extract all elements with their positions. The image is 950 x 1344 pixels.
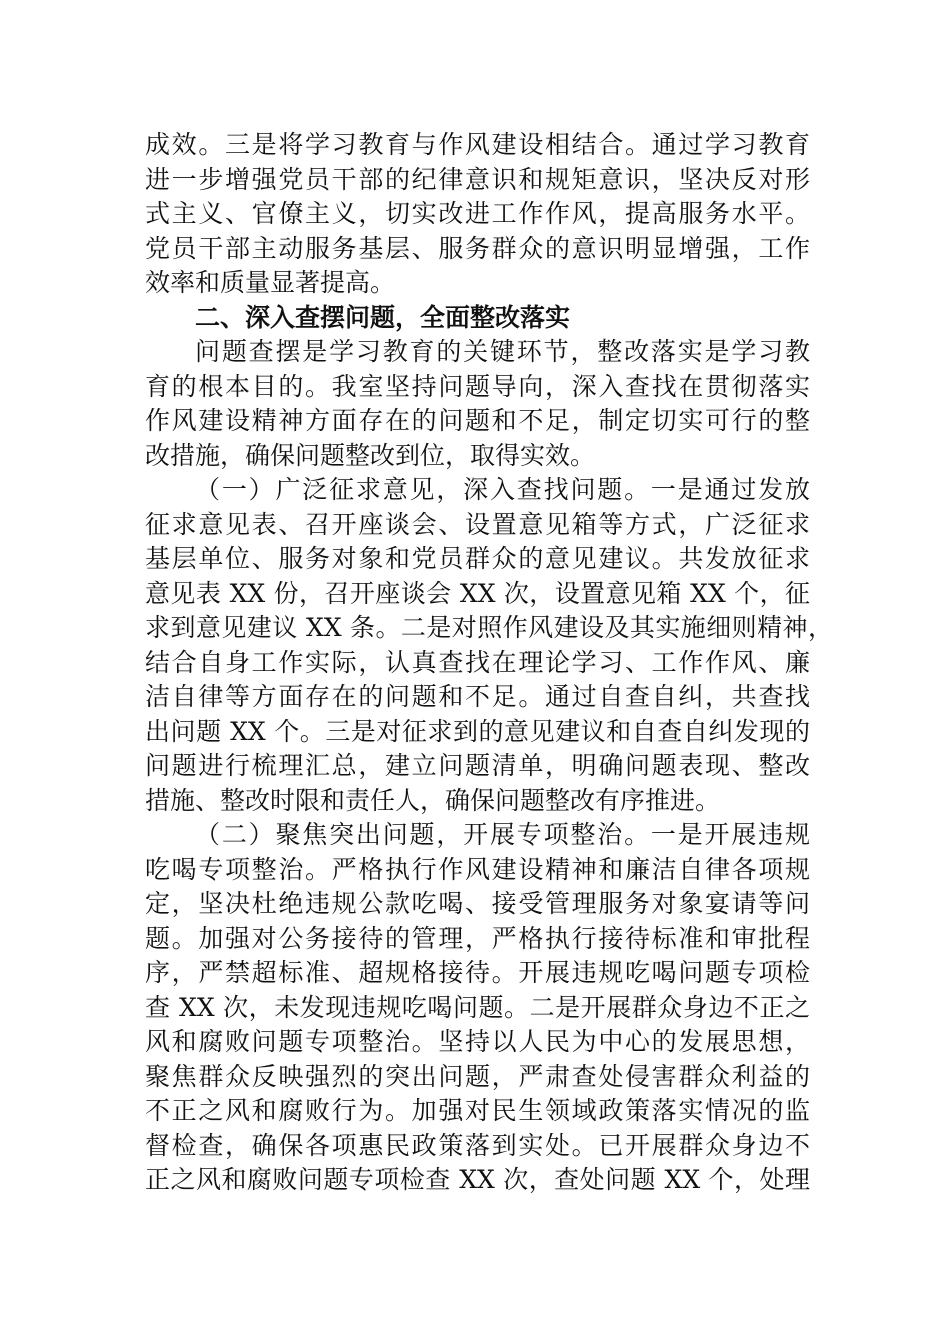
text-line: 督检查，确保各项惠民政策落到实处。已开展群众身边不	[145, 1130, 810, 1160]
text-line: 成效。三是将学习教育与作风建设相结合。通过学习教育	[145, 130, 810, 159]
text-line: 定，坚决杜绝违规公款吃喝、接受管理服务对象宴请等问	[145, 889, 810, 918]
text-line: 改措施，确保问题整改到位，取得实效。	[145, 440, 596, 470]
text-line: 作风建设精神方面存在的问题和不足，制定切实可行的整	[145, 406, 810, 435]
text-line: 党员干部主动服务基层、服务群众的意识明显增强，工作	[145, 233, 810, 263]
text-line: 出问题 XX 个。三是对征求到的意见建议和自查自纠发现的	[145, 716, 810, 746]
text-line: 风和腐败问题专项整治。坚持以人民为中心的发展思想，	[145, 1027, 810, 1056]
subsection-line: （二）聚焦突出问题，开展专项整治。一是开展违规	[195, 820, 810, 849]
text-line: 问题进行梳理汇总，建立问题清单，明确问题表现、整改	[145, 751, 810, 780]
text-line: 吃喝专项整治。严格执行作风建设精神和廉洁自律各项规	[145, 854, 810, 884]
text-line: 序，严禁超标准、超规格接待。开展违规吃喝问题专项检	[145, 958, 810, 987]
text-line: 洁自律等方面存在的问题和不足。通过自查自纠，共查找	[145, 682, 810, 711]
text-line: 效率和质量显著提高。	[145, 268, 396, 297]
text-line: 征求意见表、召开座谈会、设置意见箱等方式，广泛征求	[145, 509, 810, 539]
text-line: 结合自身工作实际，认真查找在理论学习、工作作风、廉	[145, 647, 810, 677]
text-line: 题。加强对公务接待的管理，严格执行接待标准和审批程	[145, 923, 810, 953]
text-line: 措施、整改时限和责任人，确保问题整改有序推进。	[145, 785, 721, 815]
text-line: 聚焦群众反映强烈的突出问题，严肃查处侵害群众利益的	[145, 1061, 810, 1091]
section-heading: 二、深入查摆问题，全面整改落实	[195, 302, 571, 332]
text-line: 正之风和腐败问题专项检查 XX 次，查处问题 XX 个，处理	[145, 1165, 810, 1194]
text-line: 问题查摆是学习教育的关键环节，整改落实是学习教	[195, 337, 810, 366]
text-line: 查 XX 次，未发现违规吃喝问题。二是开展群众身边不正之	[145, 992, 810, 1022]
text-line: 式主义、官僚主义，切实改进工作作风，提高服务水平。	[145, 199, 810, 228]
text-line: 求到意见建议 XX 条。二是对照作风建设及其实施细则精神，	[145, 613, 833, 642]
text-line: 育的根本目的。我室坚持问题导向，深入查找在贯彻落实	[145, 371, 810, 401]
subsection-line: （一）广泛征求意见，深入查找问题。一是通过发放	[195, 475, 810, 504]
text-line: 基层单位、服务对象和党员群众的意见建议。共发放征求	[145, 544, 810, 573]
text-line: 进一步增强党员干部的纪律意识和规矩意识，坚决反对形	[145, 164, 810, 194]
text-line: 不正之风和腐败行为。加强对民生领域政策落实情况的监	[145, 1096, 810, 1125]
document-page	[145, 128, 833, 1198]
text-line: 意见表 XX 份，召开座谈会 XX 次，设置意见箱 XX 个，征	[145, 578, 810, 608]
